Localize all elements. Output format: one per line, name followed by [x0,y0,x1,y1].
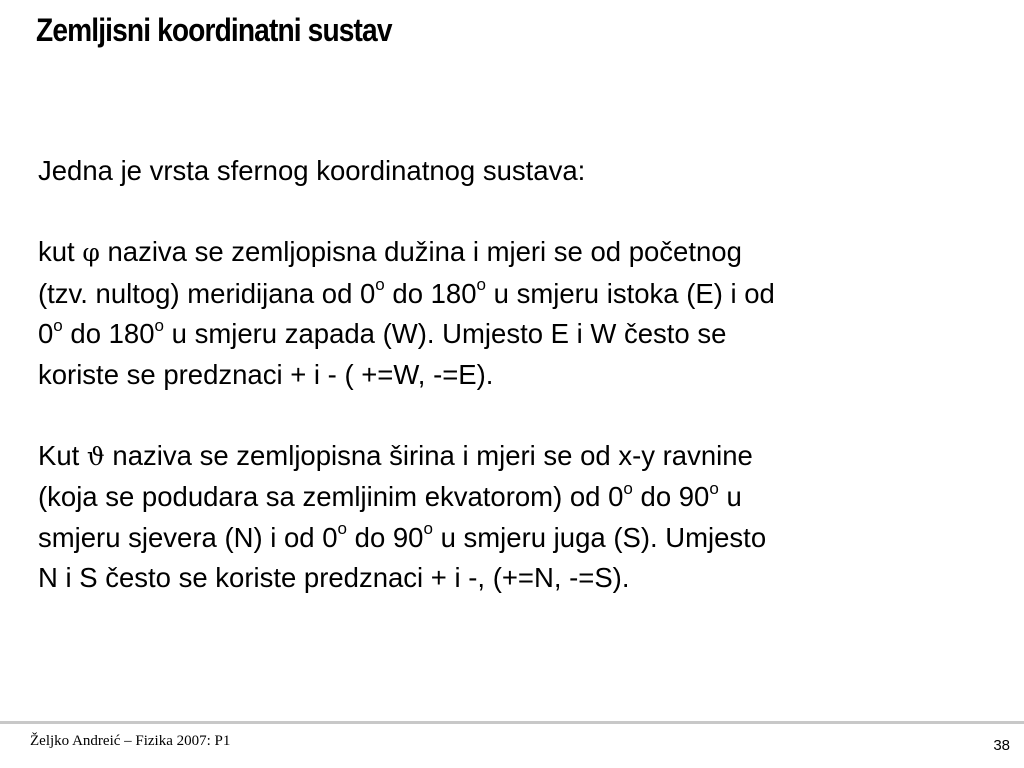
latitude-text-4: u [718,481,742,512]
degree-mark: o [154,315,164,335]
degree-mark: o [423,519,433,539]
latitude-text-2: (koja se podudara sa zemljinim ekvatorom) od 0 [38,481,624,512]
longitude-text-7: u smjeru zapada (W). Umjesto E i W često se [164,318,727,349]
longitude-text-4: u smjeru istoka (E) i od [486,277,775,309]
latitude-text-1: naziva se zemljopisna širina i mjeri se od x-y ravnine [104,439,753,471]
latitude-text-5: smjeru sjevera (N) i od 0 [38,521,338,553]
page-number: 38 [993,737,1010,754]
phi-symbol: φ [82,238,100,267]
latitude-text-8: N i S često se koriste predznaci + i -, (+=N, -=S). [38,562,630,593]
footer-author: Željko Andreić – Fizika 2007: P1 [30,733,231,749]
latitude-text-6: do 90 [347,521,424,553]
intro-line: Jedna je vrsta sfernog koordinatnog sustava: [38,155,586,186]
longitude-text-8: koriste se predznaci + i - ( +=W, -=E). [38,358,494,390]
degree-mark: o [53,315,63,335]
paragraph-longitude [38,232,998,395]
paragraph-gap [38,395,998,436]
paragraph-gap [38,192,998,233]
degree-mark: o [476,275,486,295]
longitude-text-start: kut [38,236,83,267]
degree-mark: o [709,478,719,498]
theta-symbol: ϑ [86,441,105,471]
degree-mark: o [375,275,385,295]
paragraph-latitude [38,436,998,599]
longitude-text-2: (tzv. nultog) meridijana od 0 [38,277,376,309]
footer-divider [0,721,1024,724]
degree-mark: o [623,478,633,498]
longitude-text-5: 0 [38,318,54,349]
degree-mark: o [337,519,348,539]
latitude-text-start: Kut [38,439,87,471]
slide-body [38,151,998,599]
latitude-text-7: u smjeru juga (S). Umjesto [432,521,767,553]
latitude-text-3: do 90 [632,481,710,512]
longitude-text-6: do 180 [62,318,155,349]
longitude-text-3: do 180 [384,277,477,309]
slide-title: Zemljisni koordinatni sustav [36,12,392,48]
longitude-text-1: naziva se zemljopisna dužina i mjeri se od početnog [99,236,742,267]
